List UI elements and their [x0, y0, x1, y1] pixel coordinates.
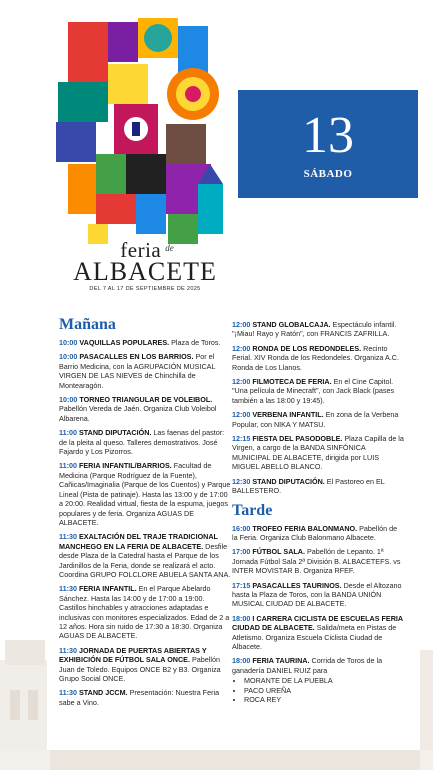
schedule-column-right: [232, 312, 404, 709]
event-time: 11:30: [59, 688, 79, 698]
event-title: STAND DIPUTACIÓN.: [252, 476, 325, 486]
event-item: [59, 352, 231, 390]
event-title: PASACALLES TAURINOS.: [252, 580, 342, 590]
event-item: [232, 377, 404, 405]
event-description: Plaza Capilla de la Virgen, a cargo de la BANDA SINFÓNICA MUNICIPAL DE ALBACETE, dirigida por LUIS MIGUEL ABELLO BLANCO.: [232, 434, 404, 472]
event-title: FIESTA DEL PASODOBLE.: [252, 434, 343, 444]
event-title: VERBENA INFANTIL.: [252, 410, 324, 420]
event-item: [59, 646, 231, 684]
event-time: 18:00: [232, 613, 253, 623]
event-item: [232, 477, 404, 496]
event-title: STAND JCCM.: [78, 688, 128, 698]
event-time: 17:15: [232, 580, 253, 590]
morning-events-right: [232, 320, 404, 496]
event-title: FILMOTECA DE FERIA.: [252, 377, 332, 387]
date-weekday: SÁBADO: [303, 168, 353, 180]
morning-events-left: [59, 338, 231, 707]
event-item: [232, 656, 404, 704]
logo-de-text: de: [165, 243, 174, 253]
afternoon-events: [232, 524, 404, 705]
event-item: [59, 688, 231, 707]
event-title: TROFEO FERIA BALONMANO.: [252, 523, 358, 533]
event-time: 11:30: [59, 645, 79, 655]
event-time: 12:00: [232, 343, 253, 353]
event-title: RONDA DE LOS REDONDELES.: [252, 343, 362, 353]
event-title: STAND GLOBALCAJA.: [252, 320, 331, 329]
event-title: FERIA TAURINA.: [252, 656, 310, 666]
date-badge: [238, 90, 418, 198]
event-description: Pabellón de Lepanto. 1ª Jornada Fútbol Sala 2ª División B. ALBACETEFS. vs INTER MOVISTAR B. Organiza RFEF.: [232, 547, 401, 576]
event-title: PASACALLES EN LOS BARRIOS.: [79, 352, 194, 362]
feria-albacete-logo: [70, 240, 220, 292]
event-item: [59, 428, 231, 456]
event-description: Desde el Altozano hasta la Plaza de Toros, con la BANDA UNIÓN MUSICAL CIUDAD DE ALBACETE.: [232, 580, 402, 609]
date-number: 13: [302, 107, 354, 164]
section-title-afternoon: Tarde: [232, 501, 273, 519]
event-description: Pabellón de la Feria. Organiza Club Balonmano Albacete.: [232, 523, 398, 542]
event-sublist-item: • PACO UREÑA: [244, 686, 404, 695]
event-item: [232, 320, 404, 339]
event-description: Presentación: Nuestra Feria sabe a Vino.: [59, 688, 220, 707]
event-item: [232, 524, 404, 543]
event-time: 11:30: [59, 584, 79, 594]
event-title: TORNEO TRIANGULAR DE VOLEIBOL.: [79, 395, 213, 405]
event-title: FERIA INFANTIL.: [78, 584, 137, 594]
event-time: 10:00: [59, 338, 80, 347]
event-description: Recinto Ferial. XIV Ronda de los Redondeles. Organiza A.C. Ronda de Los Llanos.: [232, 343, 399, 372]
event-sublist-item: • ROCA REY: [244, 695, 404, 704]
schedule-column-left: [59, 312, 231, 712]
event-description: Facultad de Medicina (Parque Rodríguez de la Fuente), Cañicas/Imaginalia (Parque de los Cuentos) y Parque Lineal (Pista de patinaje). Hasta las 13:00 y de 17:00 a 20:00. Realidad virtual, fiesta de la espuma, juegos populares y de feria. Organiza AGUAS DE ALBACETE.: [59, 461, 231, 527]
event-time: 11:00: [59, 461, 79, 471]
event-time: 12:00: [232, 320, 253, 329]
logo-albacete-text: ALBACETE: [73, 257, 217, 286]
schedule-card: [47, 312, 420, 750]
event-title: EXALTACIÓN DEL TRAJE TRADICIONAL MANCHEGO EN LA FERIA DE ALBACETE.: [59, 532, 218, 551]
event-time: 11:30: [59, 532, 79, 542]
event-item: [59, 532, 231, 579]
event-title: JORNADA DE PUERTAS ABIERTAS Y EXHIBICIÓN DE FÚTBOL SALA ONCE.: [59, 645, 207, 665]
event-time: 17:00: [232, 547, 253, 557]
event-description: Pabellón Juan de Toledo. Equipos ONCE B2 y B3. Organiza Grupo Social ONCE.: [59, 655, 221, 683]
event-item: [232, 410, 404, 429]
event-item: [232, 614, 404, 652]
event-time: 11:00: [59, 428, 79, 438]
event-title: I CARRERA CICLISTA DE ESCUELAS FERIA CIUDAD DE ALBACETE.: [232, 613, 403, 633]
logo-feria-text: feria: [120, 238, 162, 262]
event-item: [59, 395, 231, 423]
logo-dates-text: DEL 7 AL 17 DE SEPTIEMBRE DE 2025: [89, 286, 201, 292]
event-item: [232, 434, 404, 472]
event-description: Pabellón Vereda de Jaén. Organiza Club Voleibol Albarena.: [59, 404, 217, 423]
event-description: Por el Barrio Medicina, con la AGRUPACIÓN MUSICAL VIRGEN DE LAS NIEVES de Chinchilla de Montearagón.: [59, 352, 216, 390]
event-time: 16:00: [232, 523, 253, 533]
event-time: 10:00: [59, 352, 80, 362]
event-item: [232, 581, 404, 609]
event-description: Las faenas del pastor: de la pleita al queso. Talleres demostrativos. José Fajardo y Los Pizorros.: [59, 428, 225, 457]
event-description: Corrida de Toros de la ganadería DANIEL RUIZ para: [232, 656, 383, 675]
event-description: Desfile desde Plaza de la Catedral hasta el Parque de los Jardinillos de la Feria, donde se realizará el acto. Coordina GRUPO FOLCLORE ABUELA SANTA ANA.: [59, 541, 231, 579]
event-title: FERIA INFANTIL/BARRIOS.: [78, 461, 172, 471]
event-time: 18:00: [232, 656, 253, 666]
event-description: En el Parque Abelardo Sánchez. Hasta las 14:00 y de 17:00 a 19:00. Castillos hinchables y atracciones adaptadas e inclusivas con monitores especializados. Edad de 2 a 12 años. Hora sin ruido de 17:30 a 18:30. Organiza AGUAS DE ALBACETE.: [59, 584, 230, 641]
event-title: FÚTBOL SALA.: [252, 547, 305, 557]
event-time: 12:00: [232, 377, 253, 387]
feria-poster-illustration: [48, 14, 228, 254]
event-sublist-item: • MORANTE DE LA PUEBLA: [244, 676, 404, 685]
event-description: El Pastoreo en EL BALLESTERO.: [232, 476, 385, 496]
event-description: Salida/meta en Pistas de Atletismo. Organiza Escuela Ciclista Ciudad de Albacete.: [232, 623, 397, 651]
section-title-morning: Mañana: [59, 316, 116, 333]
event-description: En zona de la Verbena Popular, con NIKA Y MATSU.: [232, 410, 399, 429]
event-item: [232, 344, 404, 372]
event-sublist: [232, 676, 404, 704]
event-item: [232, 547, 404, 575]
event-time: 10:00: [59, 395, 80, 405]
event-description: Espectáculo infantil. "¡Miau! Rayo y Ratón", con FRANCIS ZAFRILLA.: [232, 320, 397, 339]
event-time: 12:00: [232, 410, 253, 420]
event-item: [59, 461, 231, 527]
event-time: 12:30: [232, 476, 253, 486]
event-title: VAQUILLAS POPULARES.: [79, 338, 170, 347]
event-time: 12:15: [232, 434, 253, 444]
event-title: STAND DIPUTACIÓN.: [78, 428, 152, 438]
event-description: En el Cine Capitol. "Una película de Minecraft", con Jack Black (pases también a las 18:00 y 19:45).: [232, 377, 395, 405]
event-description: Plaza de Toros.: [169, 338, 221, 347]
event-item: [59, 338, 231, 347]
event-item: [59, 584, 231, 640]
